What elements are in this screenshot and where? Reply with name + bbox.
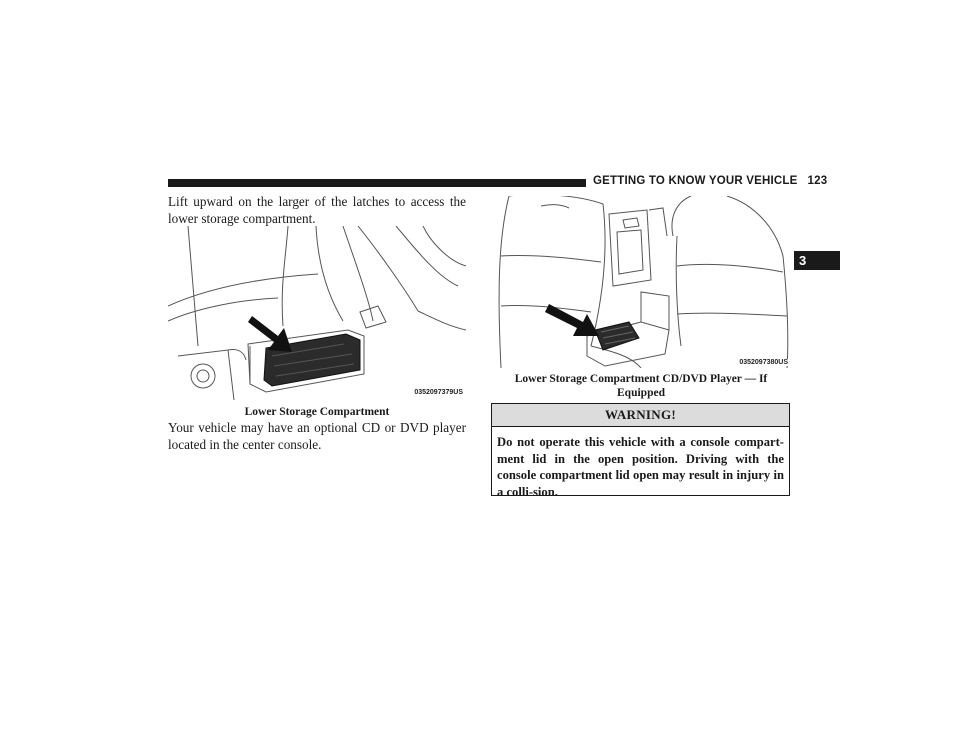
figure-caption: Lower Storage Compartment CD/DVD Player — If Equipped	[514, 373, 768, 399]
figure-caption: Lower Storage Compartment	[244, 406, 390, 418]
header-rule	[168, 179, 586, 187]
body-paragraph: Your vehicle may have an optional CD or DVD player located in the center console.	[168, 420, 466, 452]
cd-dvd-line-drawing	[491, 196, 791, 368]
figure-code: 0352097380US	[739, 359, 788, 366]
chapter-tab: 3	[794, 251, 840, 270]
cd-dvd-player-illustration	[491, 196, 791, 368]
console-line-drawing	[168, 226, 466, 400]
warning-text: Do not operate this vehicle with a console compart-ment lid in the open position. Driving with the console compartment lid open may result in injury in a colli-sion.	[497, 435, 784, 499]
figure-code: 0352097379US	[414, 389, 463, 396]
page-header	[593, 175, 827, 187]
section-title: GETTING TO KNOW YOUR VEHICLE	[593, 175, 798, 187]
page-number: 123	[807, 175, 828, 187]
intro-paragraph: Lift upward on the larger of the latches to access the lower storage compartment.	[168, 194, 466, 226]
warning-title: WARNING!	[492, 404, 789, 427]
warning-box	[491, 403, 790, 499]
lower-storage-compartment-illustration	[168, 226, 466, 400]
